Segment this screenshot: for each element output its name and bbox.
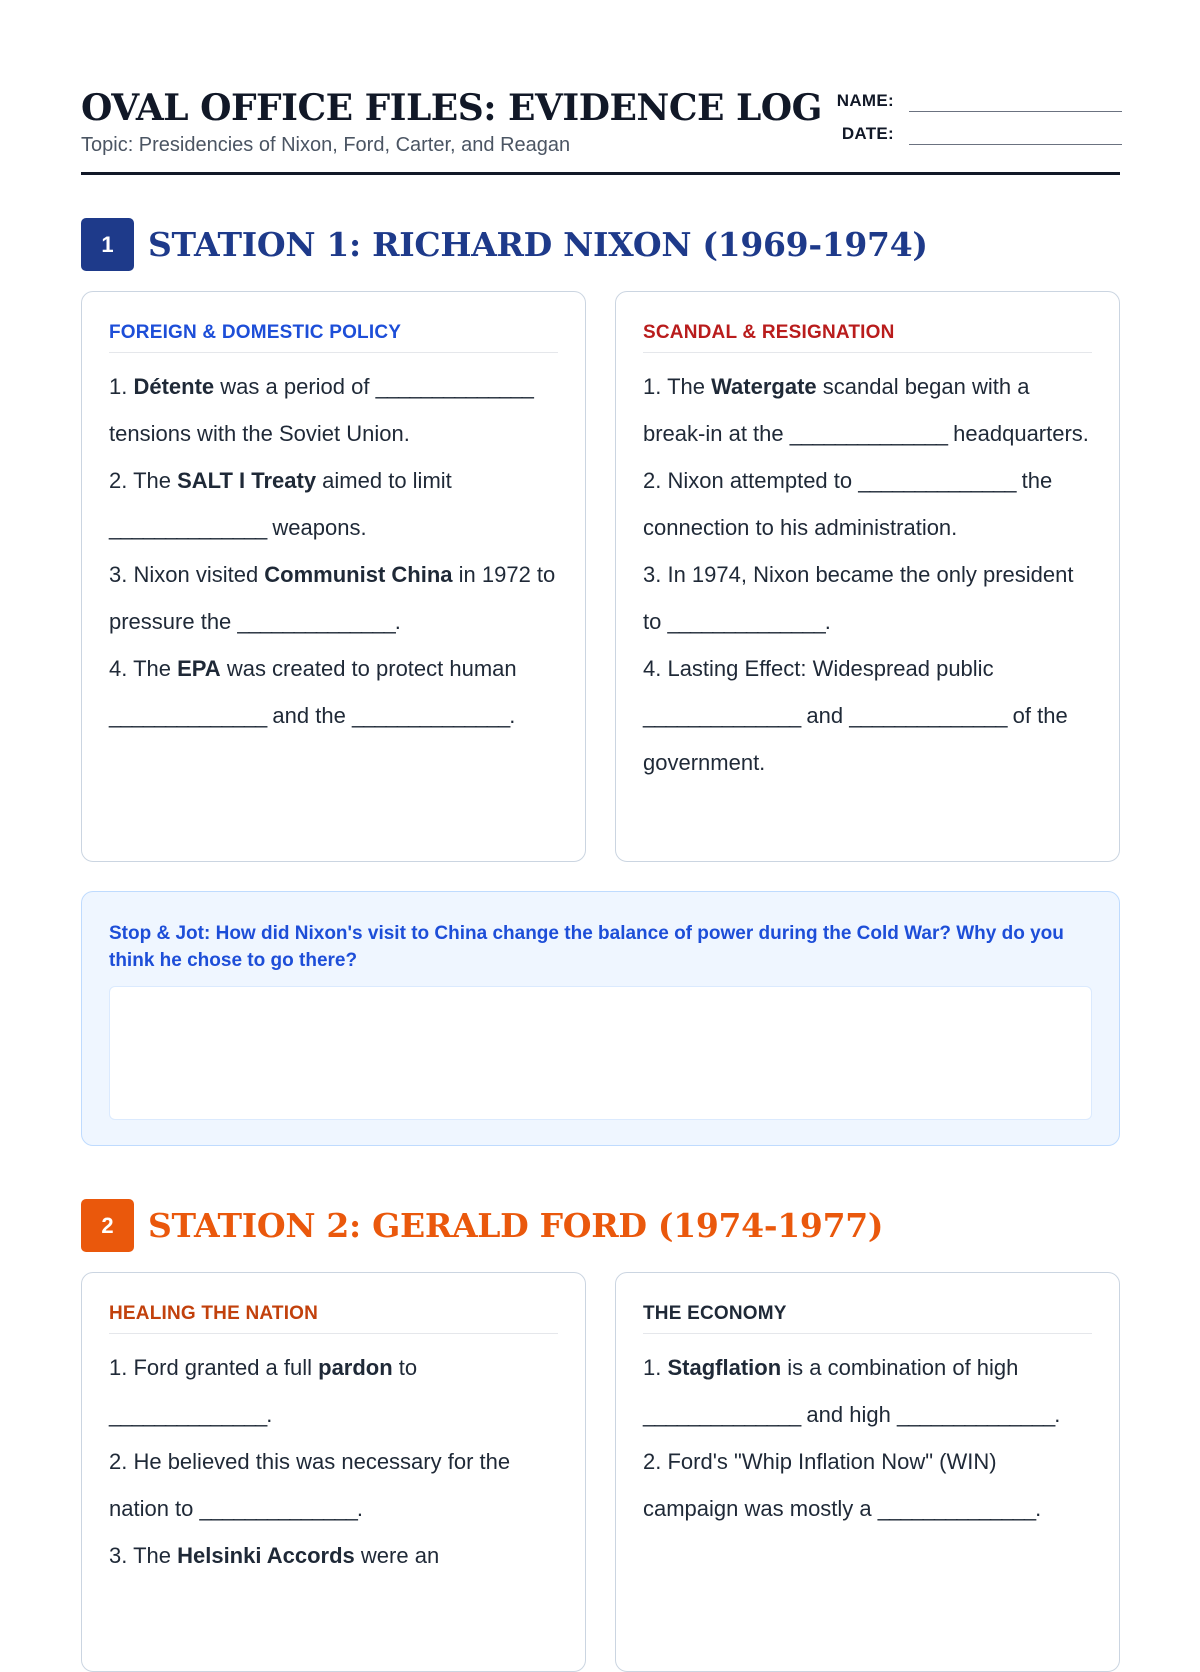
card-heading: THE ECONOMY	[643, 1303, 1092, 1334]
card-heading: SCANDAL & RESIGNATION	[643, 322, 1092, 353]
question-2: 2. Nixon attempted to ______________ the connection to his administration.	[643, 468, 1053, 540]
station-2-heading	[81, 1199, 1120, 1253]
question-2: 2. He believed this was necessary for the nation to ______________.	[109, 1449, 511, 1521]
fill-in-blank[interactable]: ______________	[643, 703, 801, 728]
name-field	[81, 91, 1120, 119]
card-questions	[109, 363, 558, 739]
key-term: Helsinki Accords	[177, 1543, 355, 1568]
fill-in-blank[interactable]: ______________	[109, 515, 267, 540]
question-2: 2. Ford's "Whip Inflation Now" (WIN) campaign was mostly a ______________.	[643, 1449, 1042, 1521]
station-number-badge: 1	[81, 218, 134, 271]
question-2: 2. The SALT I Treaty aimed to limit ______________ weapons.	[109, 468, 452, 540]
fill-in-blank[interactable]: ______________	[858, 468, 1016, 493]
key-term: EPA	[177, 656, 221, 681]
card-scandal-resignation	[615, 291, 1120, 862]
fill-in-blank[interactable]: ______________	[375, 374, 533, 399]
date-label: DATE:	[841, 124, 894, 143]
station-title: STATION 1: RICHARD NIXON (1969-1974)	[148, 225, 928, 264]
key-term: Détente	[133, 374, 215, 399]
question-3: 3. The Helsinki Accords were an	[109, 1543, 440, 1568]
fill-in-blank[interactable]: ______________	[351, 703, 510, 728]
header-divider	[81, 172, 1120, 175]
date-input-line[interactable]	[909, 124, 1122, 145]
fill-in-blank[interactable]: ______________	[877, 1496, 1036, 1521]
station-number-badge: 2	[81, 1199, 134, 1252]
fill-in-blank[interactable]: ______________	[199, 1496, 357, 1521]
card-heading: HEALING THE NATION	[109, 1303, 558, 1334]
station-1-heading	[81, 218, 1120, 272]
key-term: Watergate	[711, 374, 817, 399]
question-1: 1. The Watergate scandal began with a break-in at the ______________ headquarters.	[643, 374, 1089, 446]
fill-in-blank[interactable]: ______________	[109, 1402, 267, 1427]
name-input-line[interactable]	[909, 91, 1122, 112]
name-label: NAME:	[836, 91, 894, 110]
page-topic: Topic: Presidencies of Nixon, Ford, Carter, and Reagan	[81, 134, 571, 156]
fill-in-blank[interactable]: ______________	[896, 1402, 1055, 1427]
key-term: pardon	[318, 1355, 393, 1380]
card-the-economy	[615, 1272, 1120, 1672]
key-term: Stagflation	[667, 1355, 782, 1380]
jot-prompt: Stop & Jot: How did Nixon's visit to China change the balance of power during the Cold War? Why do you think he chose to go there?	[109, 923, 1064, 971]
worksheet-header	[81, 86, 1120, 176]
question-1: 1. Stagflation is a combination of high ______________ and high ______________.	[643, 1355, 1061, 1427]
card-healing-the-nation	[81, 1272, 586, 1672]
fill-in-blank[interactable]: ______________	[789, 421, 948, 446]
card-questions	[643, 363, 1092, 786]
question-3: 3. In 1974, Nixon became the only president to ______________.	[643, 562, 1074, 634]
fill-in-blank[interactable]: ______________	[237, 609, 395, 634]
fill-in-blank[interactable]: ______________	[667, 609, 825, 634]
question-4: 4. Lasting Effect: Widespread public ______________ and ______________ of the government.	[643, 656, 1068, 775]
question-4: 4. The EPA was created to protect human ______________ and the ______________.	[109, 656, 517, 728]
question-1: 1. Détente was a period of ______________ tensions with the Soviet Union.	[109, 374, 533, 446]
page-title: OVAL OFFICE FILES: EVIDENCE LOG	[81, 87, 822, 129]
key-term: Communist China	[264, 562, 453, 587]
question-3: 3. Nixon visited Communist China in 1972 to pressure the ______________.	[109, 562, 556, 634]
station-title: STATION 2: GERALD FORD (1974-1977)	[148, 1206, 884, 1245]
fill-in-blank[interactable]: ______________	[849, 703, 1007, 728]
key-term: SALT I Treaty	[177, 468, 317, 493]
stop-and-jot-panel	[81, 891, 1120, 1146]
card-heading: FOREIGN & DOMESTIC POLICY	[109, 322, 558, 353]
question-1: 1. Ford granted a full pardon to ______________.	[109, 1355, 418, 1427]
date-field	[81, 124, 1120, 152]
jot-answer-box[interactable]	[109, 986, 1092, 1120]
fill-in-blank[interactable]: ______________	[643, 1402, 801, 1427]
card-questions	[643, 1344, 1092, 1532]
card-foreign-domestic-policy	[81, 291, 586, 862]
card-questions	[109, 1344, 558, 1579]
fill-in-blank[interactable]: ______________	[109, 703, 267, 728]
